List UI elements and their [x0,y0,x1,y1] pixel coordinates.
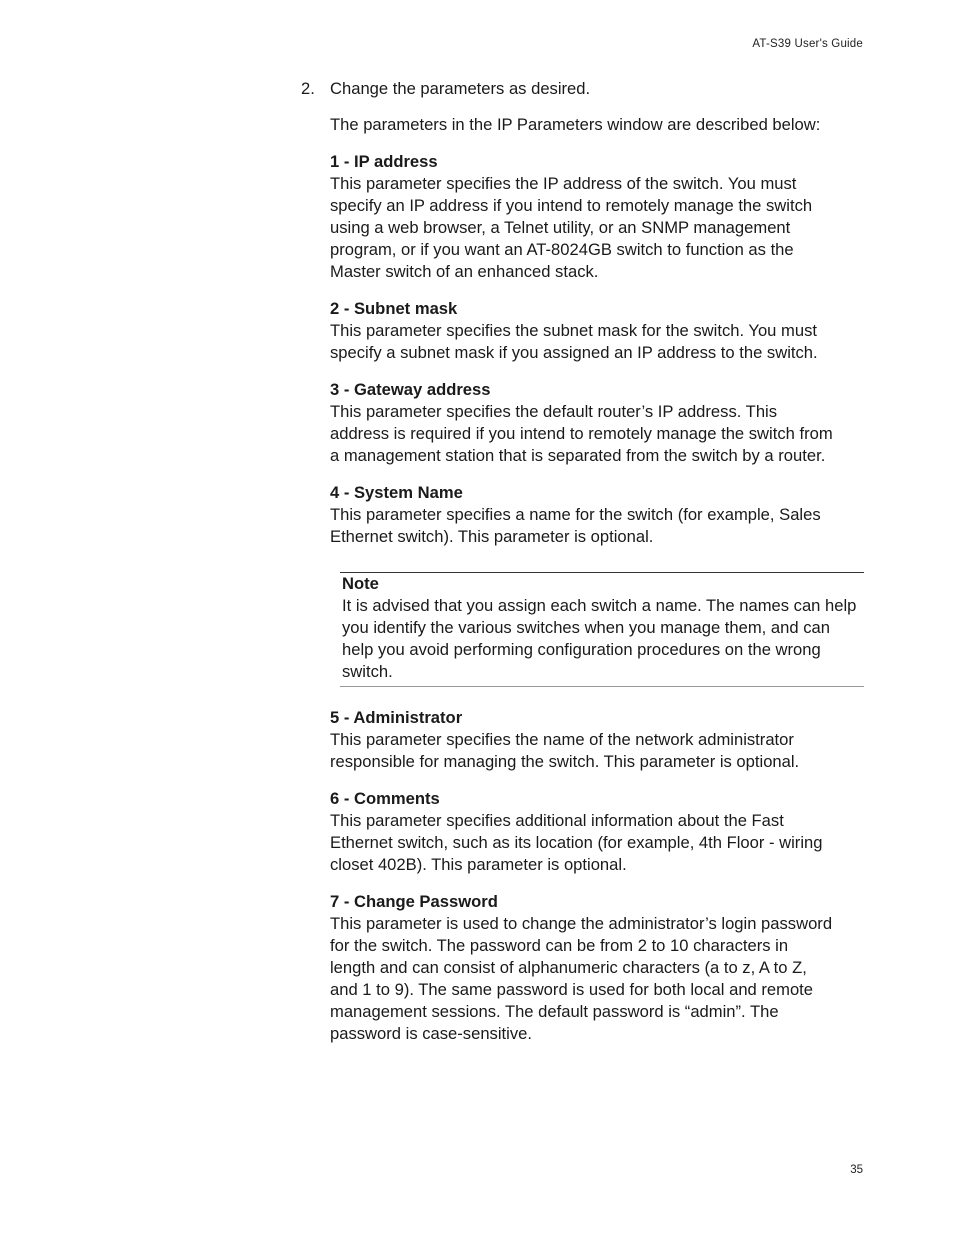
step-number: 2. [301,79,315,98]
step-text: Change the parameters as desired. [330,79,591,98]
param-description: This parameter is used to change the administrator’s login password for the switch. The password can be from 2 to 10 characters in length and can consist of alphanumeric characters (a to z, A to Z, and 1 to 9). The same password is used for both local and remote management sessions. The default password is “admin”. The password is case-sensitive. [330,914,833,1043]
param-comments [330,788,864,876]
param-title: 5 - Administrator [330,708,463,727]
param-system-name [330,482,864,548]
param-title: 1 - IP address [330,152,438,171]
param-change-password [330,891,864,1045]
param-gateway-address [330,379,864,467]
note-title: Note [342,574,379,593]
param-subnet-mask [330,298,864,364]
param-title: 7 - Change Password [330,892,498,911]
param-description: This parameter specifies additional information about the Fast Ethernet switch, such as its location (for example, 4th Floor - wiring closet 402B). This parameter is optional. [330,811,823,874]
param-title: 3 - Gateway address [330,380,491,399]
page-content [301,78,864,1060]
note-body: It is advised that you assign each switch a name. The names can help you identify the various switches when you manage them, and can help you avoid performing configuration procedures on the wrong switch. [342,596,857,681]
page-number: 35 [850,1164,863,1176]
running-header: AT-S39 User's Guide [752,38,863,50]
param-administrator [330,707,864,773]
param-description: This parameter specifies the IP address of the switch. You must specify an IP address if you intend to remotely manage the switch using a web browser, a Telnet utility, or an SNMP management program, or if you want an AT-8024GB switch to function as the Master switch of an enhanced stack. [330,174,813,281]
param-description: This parameter specifies the name of the network administrator responsible for managing the switch. This parameter is optional. [330,730,800,771]
param-title: 2 - Subnet mask [330,299,458,318]
note-box [340,572,864,687]
param-title: 6 - Comments [330,789,440,808]
intro-paragraph: The parameters in the IP Parameters window are described below: [330,115,821,134]
param-ip-address [330,151,864,283]
param-description: This parameter specifies the subnet mask for the switch. You must specify a subnet mask if you assigned an IP address to the switch. [330,321,818,362]
step-item [301,78,864,100]
param-title: 4 - System Name [330,483,463,502]
param-description: This parameter specifies a name for the switch (for example, Sales Ethernet switch). This parameter is optional. [330,505,821,546]
param-description: This parameter specifies the default router’s IP address. This address is required if you intend to remotely manage the switch from a management station that is separated from the switch by a router. [330,402,833,465]
